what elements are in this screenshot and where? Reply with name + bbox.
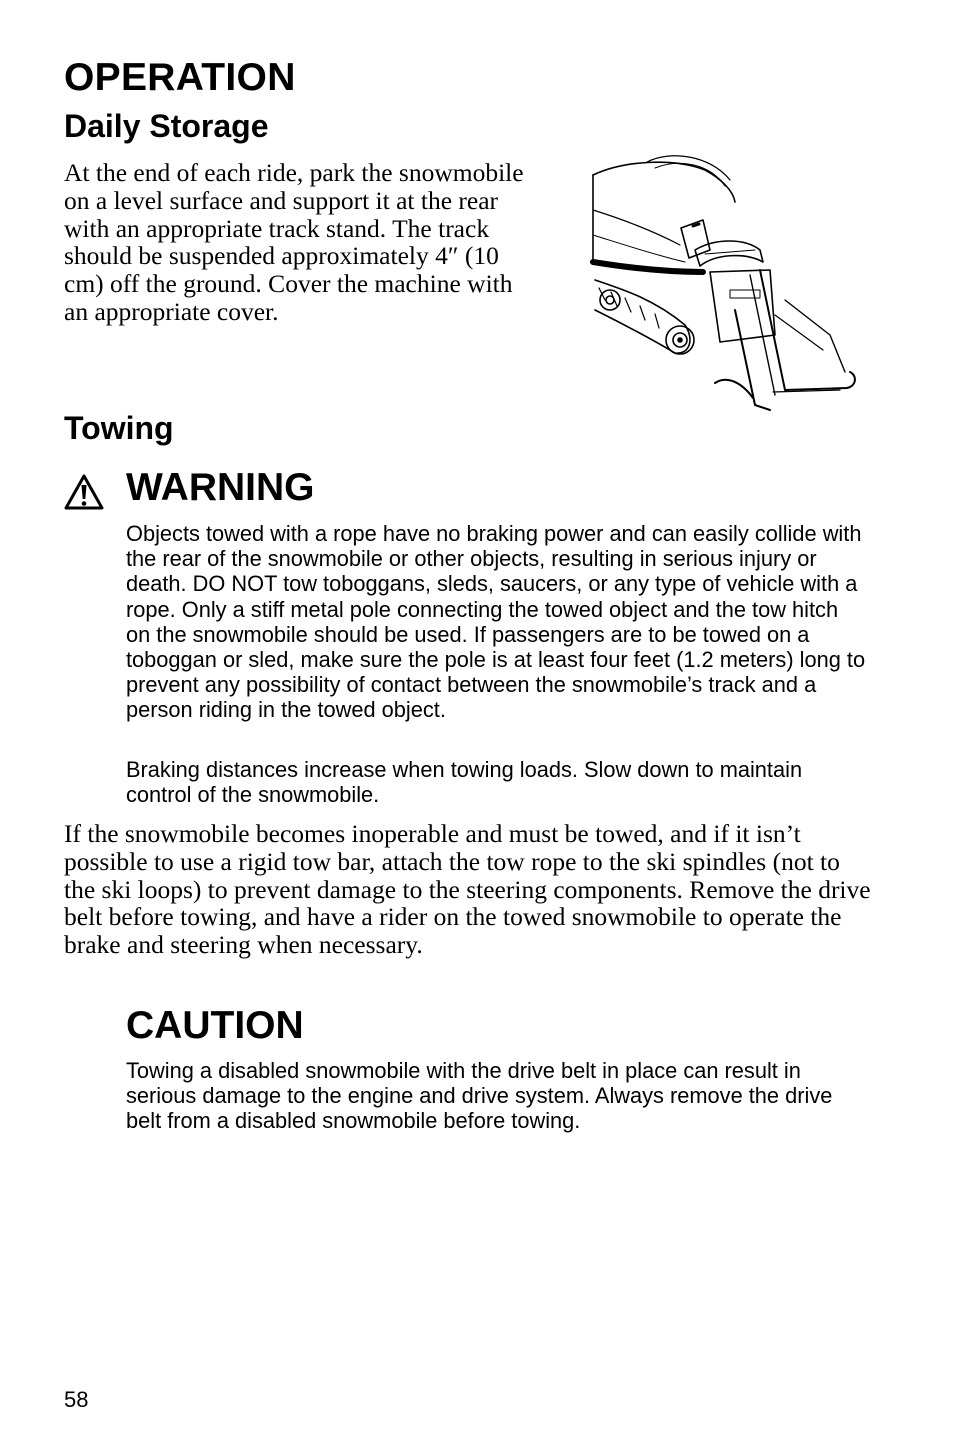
warning-text-1: Objects towed with a rope have no braking power and can easily collide with the rear of the snowmobile or other objects, resulting in serious injury or death. DO NOT tow toboggans, sleds, saucers, or any type of vehicle with a rope. Only a stiff metal pole connecting the towed object and the tow hitch on the snowmobile should be used. If passengers are to be towed on a toboggan or sled, make sure the pole is at least four feet (1.2 meters) long to prevent any possibility of contact between the snowmobile’s track and a person riding in the towed object. bbox=[126, 521, 866, 723]
page-number: 58 bbox=[64, 1387, 89, 1412]
warning-heading: WARNING bbox=[126, 466, 315, 509]
towing-heading: Towing bbox=[64, 410, 174, 446]
section-title: OPERATION bbox=[64, 56, 296, 99]
daily-storage-heading: Daily Storage bbox=[64, 108, 269, 144]
towing-body-text: If the snowmobile becomes inoperable and must be towed, and if it isn’t possible to use a rigid tow bar, attach the tow rope to the ski spindles (not to the ski loops) to prevent damage to the steering components. Remove the drive belt before towing, and have a rider on the towed snowmobile to operate the brake and steering when necessary. bbox=[64, 819, 871, 960]
caution-heading: CAUTION bbox=[126, 1004, 304, 1047]
snowmobile-track-stand-illustration bbox=[585, 150, 865, 425]
caution-text: Towing a disabled snowmobile with the drive belt in place can result in serious damage to the engine and drive system. Always remove the drive belt from a disabled snowmobile before towing. bbox=[126, 1058, 833, 1134]
daily-storage-text: At the end of each ride, park the snowmobile on a level surface and support it at the rear with an appropriate track stand. The track should be suspended approximately 4″ (10 cm) off the ground. Cover the machine with an appropriate cover. bbox=[64, 158, 524, 326]
warning-text-2: Braking distances increase when towing loads. Slow down to maintain control of the snowmobile. bbox=[126, 757, 803, 808]
warning-triangle-icon bbox=[64, 474, 104, 510]
